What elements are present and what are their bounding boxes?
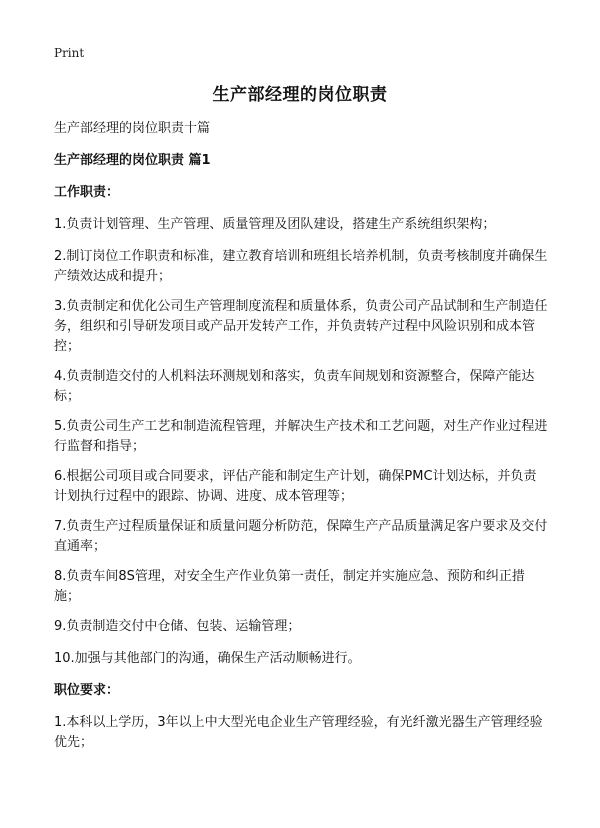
duty-item: 1.负责计划管理、生产管理、质量管理及团队建设，搭建生产系统组织架构；	[54, 217, 496, 232]
duty-item: 9.负责制造交付中仓储、包装、运输管理；	[54, 619, 301, 634]
duty-item: 3.负责制定和优化公司生产管理制度流程和质量体系，负责公司产品试制和生产制造任务，组织和引导研发项目或产品开发转产工作，并负责转产过程中风险识别和成本管控；	[54, 299, 548, 354]
page-title: 生产部经理的岗位职责	[212, 85, 388, 105]
duty-item: 7.负责生产过程质量保证和质量问题分析防范，保障生产产品质量满足客户要求及交付直通率；	[54, 519, 548, 554]
requirement-item: 1.本科以上学历，3年以上中大型光电企业生产管理经验，有光纤激光器生产管理经验优先；	[54, 715, 543, 750]
requirements-heading: 职位要求：	[54, 683, 120, 698]
duty-item: 2.制订岗位工作职责和标准，建立教育培训和班组长培养机制，负责考核制度并确保生产绩效达成和提升；	[54, 249, 548, 284]
duty-item: 8.负责车间8S管理，对安全生产作业负第一责任，制定并实施应急、预防和纠正措施；	[54, 569, 525, 604]
document-subtitle: 生产部经理的岗位职责十篇	[54, 121, 211, 136]
duty-item: 5.负责公司生产工艺和制造流程管理，并解决生产技术和工艺问题，对生产作业过程进行监督和指导；	[54, 419, 548, 454]
duty-item: 4.负责制造交付的人机料法环测规划和落实，负责车间规划和资源整合，保障产能达标；	[54, 369, 535, 404]
duty-item: 6.根据公司项目或合同要求，评估产能和制定生产计划，确保PMC计划达标，并负责计划执行过程中的跟踪、协调、进度、成本管理等；	[54, 469, 537, 504]
document-body	[54, 119, 549, 765]
duties-heading: 工作职责：	[54, 185, 120, 200]
section-title: 生产部经理的岗位职责 篇1	[54, 153, 211, 168]
duty-item: 10.加强与其他部门的沟通，确保生产活动顺畅进行。	[54, 651, 361, 666]
print-link[interactable]: Print	[54, 46, 85, 60]
